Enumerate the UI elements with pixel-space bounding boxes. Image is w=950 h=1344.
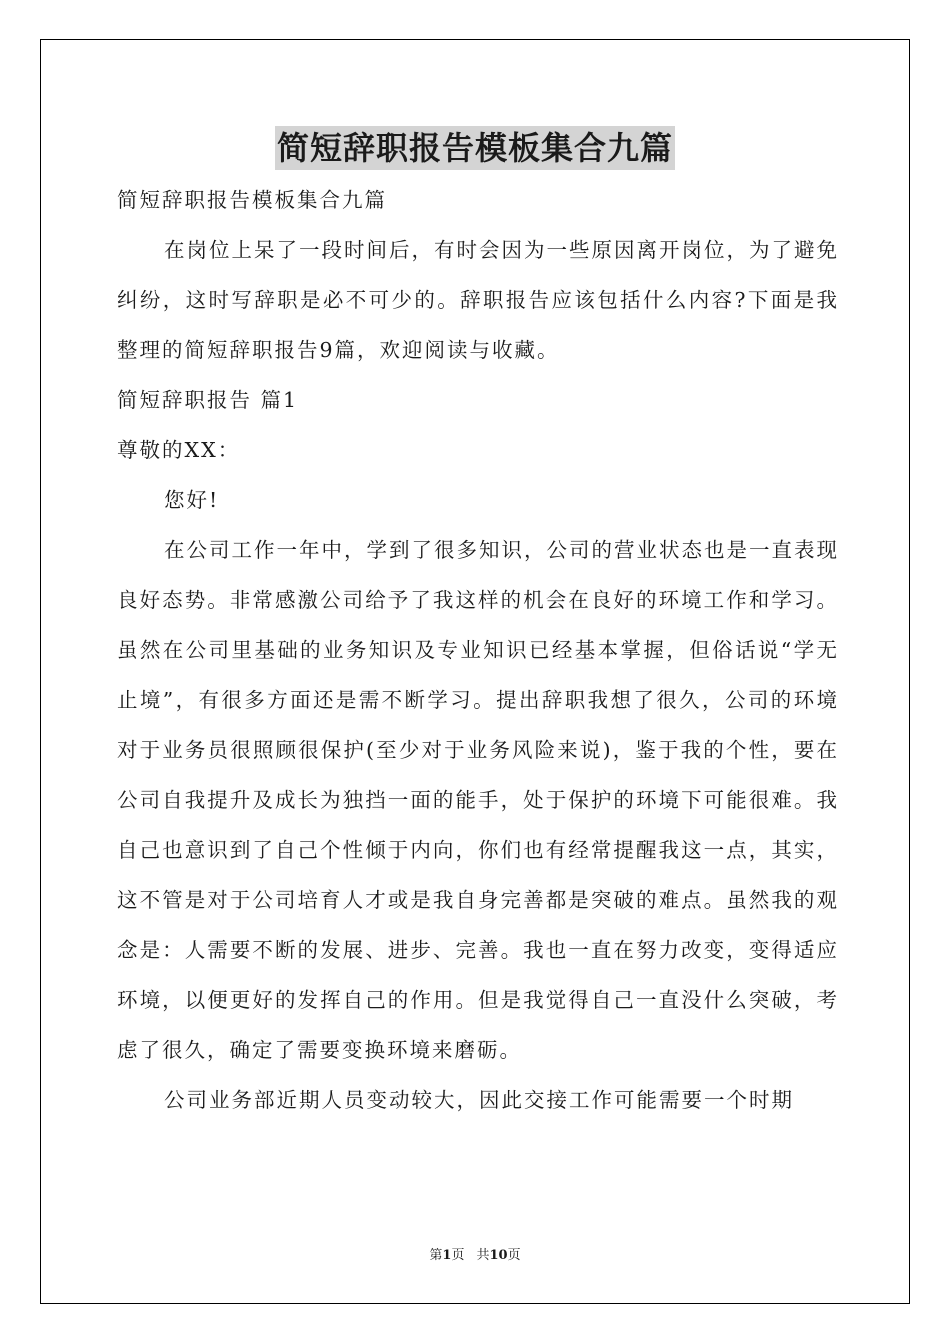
paragraph: 公司业务部近期人员变动较大，因此交接工作可能需要一个时期 — [164, 1088, 794, 1112]
document-title-text: 简短辞职报告模板集合九篇 — [275, 126, 675, 170]
section-heading: 简短辞职报告 篇1 — [117, 388, 299, 412]
total-prefix: 共 — [476, 1248, 490, 1263]
page-suffix: 页 — [451, 1248, 465, 1263]
total-suffix: 页 — [507, 1248, 521, 1263]
greeting: 您好! — [164, 488, 220, 512]
paragraph: 简短辞职报告模板集合九篇 — [117, 188, 387, 212]
page-number: 1 — [442, 1248, 452, 1263]
document-body — [117, 175, 839, 1125]
paragraph: 在岗位上呆了一段时间后，有时会因为一些原因离开岗位，为了避免纠纷，这时写辞职是必不可少的。辞职报告应该包括什么内容?下面是我整理的简短辞职报告9篇，欢迎阅读与收藏。 — [117, 238, 839, 362]
total-pages: 10 — [489, 1248, 508, 1263]
salutation: 尊敬的XX： — [117, 438, 241, 462]
page-prefix: 第 — [429, 1248, 443, 1263]
page-footer — [0, 1244, 950, 1263]
document-title — [0, 126, 950, 172]
paragraph: 在公司工作一年中，学到了很多知识，公司的营业状态也是一直表现良好态势。非常感激公司给予了我这样的机会在良好的环境工作和学习。虽然在公司里基础的业务知识及专业知识已经基本掌握，但俗话说“学无止境”，有很多方面还是需不断学习。提出辞职我想了很久，公司的环境对于业务员很照顾很保护(至少对于业务风险来说)，鉴于我的个性，要在公司自我提升及成长为独挡一面的能手，处于保护的环境下可能很难。我自己也意识到了自己个性倾于内向，你们也有经常提醒我这一点，其实，这不管是对于公司培育人才或是我自身完善都是突破的难点。虽然我的观念是：人需要不断的发展、进步、完善。我也一直在努力改变，变得适应环境，以便更好的发挥自己的作用。但是我觉得自己一直没什么突破，考虑了很久，确定了需要变换环境来磨砺。 — [117, 538, 839, 1062]
